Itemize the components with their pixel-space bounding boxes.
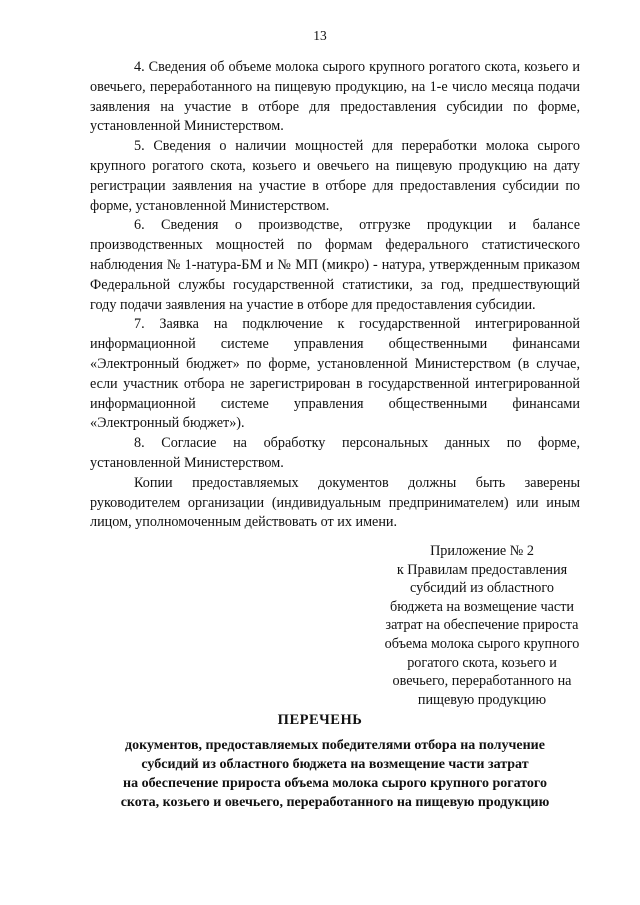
subtitle-line: на обеспечение прироста объема молока сырого крупного рогатого [123, 776, 547, 791]
document-subtitle [0, 736, 640, 812]
appendix-line: овечьего, переработанного на [392, 673, 572, 690]
appendix-line: бюджета на возмещение части [389, 598, 575, 615]
page-number: 13 [313, 28, 327, 43]
paragraph-copies-note: Копии предоставляемых документов должны быть заверены руководителем организации (индивидуальным предпринимателем) или иным лицом, уполномоченным действовать от их имени. [90, 474, 580, 531]
paragraph-item-6: 6. Сведения о производстве, отгрузке продукции и балансе производственных мощностей по формам федерального статистического наблюдения № 1-натура-БМ и № МП (микро) - натура, утвержденным приказом Федеральной службы государственной статистики, за год, предшествующий году подачи заявления на участие в отборе для предоставления субсидии. [90, 217, 580, 313]
appendix-line: пищевую продукцию [417, 691, 547, 708]
appendix-header [362, 542, 602, 709]
appendix-line: субсидий из областного [410, 580, 554, 597]
appendix-line: Приложение № 2 [430, 543, 534, 559]
paragraph-item-5: 5. Сведения о наличии мощностей для переработки молока сырого крупного рогатого скота, козьего и овечьего на пищевую продукцию на дату регистрации заявления на участие в отборе для предоставления субсидии по форме, установленной Министерством. [90, 138, 580, 214]
body-text [90, 58, 580, 533]
paragraph-item-8: 8. Согласие на обработку персональных данных по форме, установленной Министерством. [90, 435, 580, 471]
subtitle-line: документов, предоставляемых победителями отбора на получение [125, 738, 545, 753]
subtitle-line: скота, козьего и овечьего, переработанного на пищевую продукцию [120, 795, 550, 810]
subtitle-line: субсидий из областного бюджета на возмещение части затрат [141, 757, 529, 772]
document-title: ПЕРЕЧЕНЬ [277, 712, 363, 728]
appendix-line: объема молока сырого крупного [384, 635, 580, 652]
appendix-line: к Правилам предоставления [396, 561, 568, 578]
appendix-line: рогатого скота, козьего и [407, 654, 557, 671]
appendix-line: затрат на обеспечение прироста [385, 617, 579, 634]
paragraph-item-4: 4. Сведения об объеме молока сырого крупного рогатого скота, козьего и овечьего, переработанного на пищевую продукцию, на 1-е число месяца подачи заявления на участие в отборе для предоставления субсидии по форме, установленной Министерством. [90, 59, 580, 135]
paragraph-item-7: 7. Заявка на подключение к государственной интегрированной информационной системе управления общественными финансами «Электронный бюджет» по форме, установленной Министерством (в случае, если участник отбора не зарегистрирован в государственной интегрированной информационной системе управления общественными финансами «Электронный бюджет»). [90, 316, 580, 432]
